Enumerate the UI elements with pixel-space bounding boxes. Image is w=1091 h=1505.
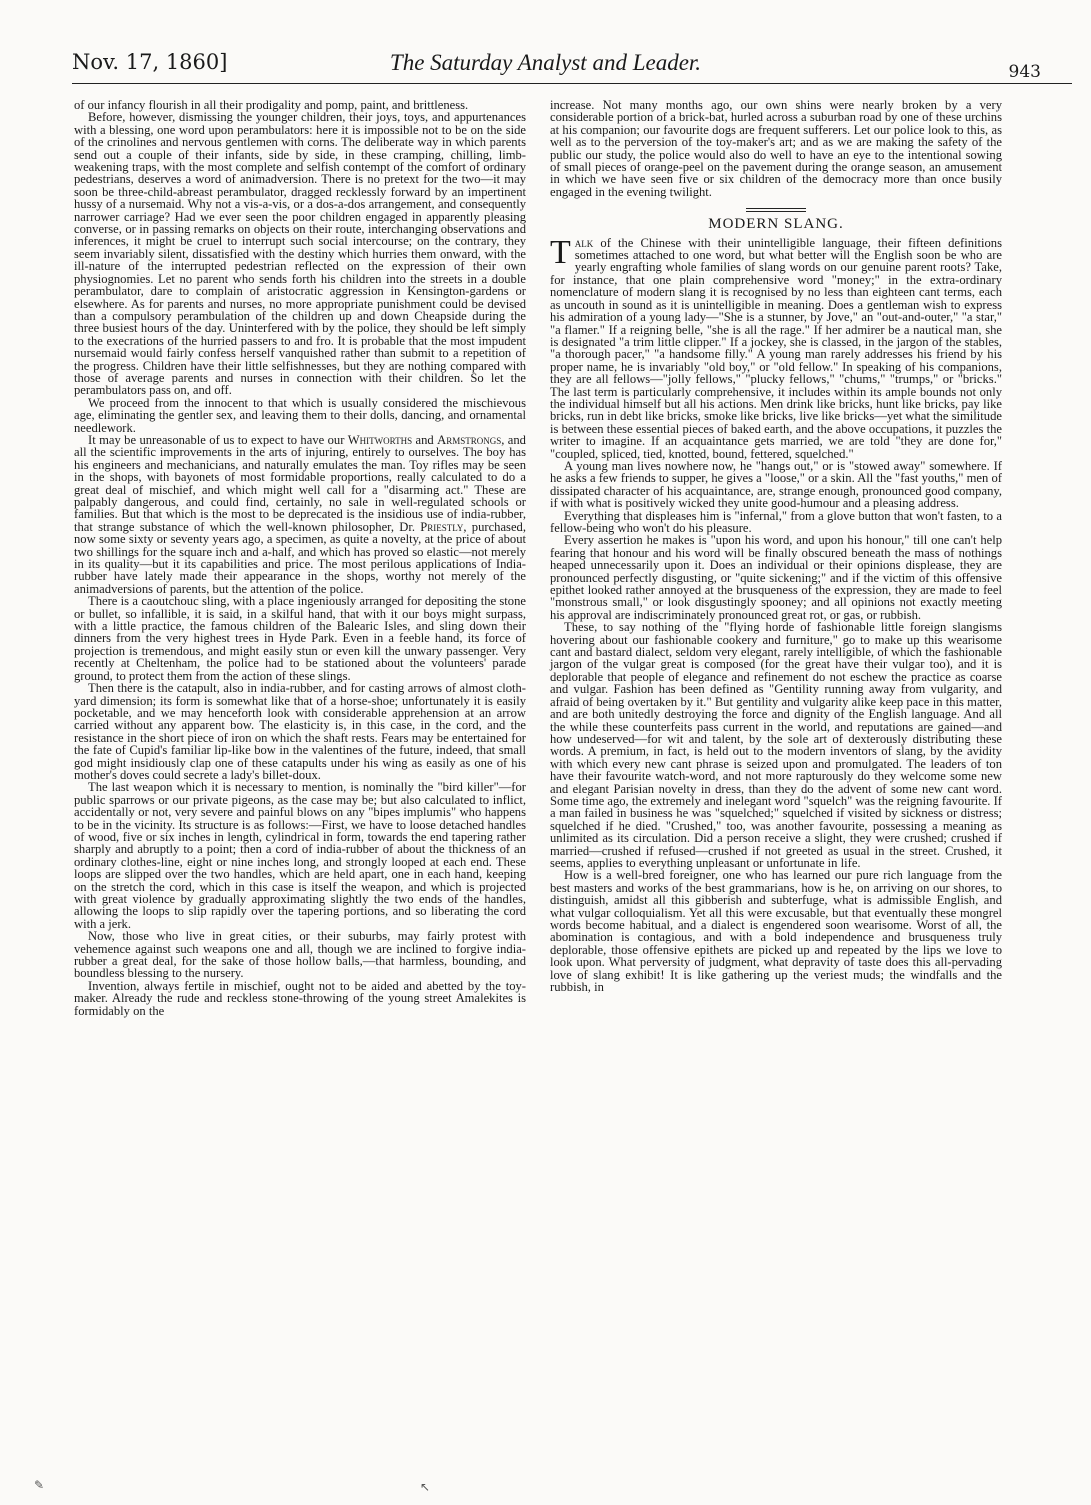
paragraph-text: , and all the scientific improvements in the arts of injuring, entirely to ourselves. The boy has his engineers and mechanicians, and naturally emulates the man. Toy rifles may be seen in the shops, with bayonets of most formidable proportions, really calculated to do a great deal of mischief, and which might well call for a "disarming act." These are palpably dangerous, and could find, certainly, no sale in well-regulated schools or families. But that which is the most to be deprecated is the insidious use of india-rubber, that strange substance of which the well-known philosopher, Dr. (74, 432, 526, 534)
paragraph: Before, however, dismissing the younger children, their joys, toys, and appurtenances with a blessing, one word upon perambulators: here it is impossible not to be on the side of the crinolines and nervous gentlemen with corns. The deliberate way in which parents send out a couple of their infants, side by side, in these cramping, chilling, limb-weakening traps, with the most complete and selfish contempt of the comfort of ordinary pedestrians, deserves a word of animadversion. There is no pretext for the two—it may soon be three-child-abreast perambulator, dragged recklessly forward by an impertinent hussy of a nursemaid. Why not a vis-a-vis, or a dos-a-dos arrangement, and consequently narrower carriage? Had we ever seen the poor children engaged in apparently pleasing converse, or in passing remarks on objects on their route, interchanging observations and inferences, it might be cruel to interrupt such social intercourse; on the contrary, they seem invariably silent, dissatisfied with the destiny which hurries them onward, with the ill-nature of the interrupted pedestrian reflected on the expression of their own physiognomies. Let no parent who sends forth his children into the streets in a double perambulator, dare to complain of aristocratic aggression in Kensington-gardens or elsewhere. As for parents and nurses, no more appropriate punishment could be devised than a compulsory perambulation of the children up and down Cheapside during the three busiest hours of the day. Uninterfered with by the police, they should be left simply to the execrations of the hurried passers to and fro. It is probable that the most impudent nursemaid would fairly confess herself vanquished rather than submit to a repetition of the progress. Children have their little selfishnesses, but they are nothing compared with those of average parents and nurses in connection with their children. So let the perambulators pass on, and off. (74, 110, 526, 398)
paragraph (74, 434, 526, 595)
paragraph-text: of the Chinese with their unintelligible language, their fifteen definitions sometimes attached to one word, but what better will the English soon be who are yearly engrafting whole families of slang words on our genuine parent roots? Take, for instance, that one plain comprehensive word "money;" in the extra-ordinary nomenclature of modern slang it is recognised by no less than eighteen cant terms, each as uncouth in sound as it is unintelligible in meaning. Does a gentleman wish to express his admiration of a young lady—"She is a stunner, by Jove," an "out-and-outer," "a star," "a flamer." If a reigning belle, "she is all the rage." If her admirer be a nautical man, she is designated "a trim little clipper." If a jockey, she is classed, in the jargon of the stables, "a thorough pacer," "a handsome filly." A young man rarely addresses his friend by his proper name, he is invariably "old boy," or "old fellow." In speaking of his companions, they are all fellows—"jolly fellows," "plucky fellows," "chums," "trumps," or "bricks." The last term is particularly comprehensive, it includes within its ample bounds not only the individual himself but all his actions. Men drink like bricks, hunt like bricks, pay like bricks, run in debt like bricks, smoke like bricks, live like bricks—yet what the similitude is between these essential pieces of baked earth, and the above occupations, it puzzles the writer to imagine. If an acquaintance gets married, we are told "they are done for," "coupled, spliced, tied, knotted, bound, fettered, squelched." (550, 235, 1002, 461)
paragraph: There is a caoutchouc sling, with a place ingeniously arranged for depositing the stone or bullet, so infallible, it is said, in a skilful hand, that with it our boys might surpass, with a little practice, the famous children of the Balearic Isles, and sling down their dinners from the very highest trees in Hyde Park. Even in a feeble hand, its force of projection is tremendous, and might easily stun or even kill the unwary passenger. Very recently at Cheltenham, the police had to be stationed about the volunteers' parade ground, to protect them from the action of these slings. (74, 594, 526, 683)
name-whitworths: Whitworths (347, 432, 413, 447)
paragraph-text: It may be unreasonable of us to expect to have our (88, 432, 348, 447)
drop-cap-rest: alk (574, 235, 594, 250)
publication-title: The Saturday Analyst and Leader. (389, 50, 702, 75)
left-column (74, 99, 526, 1017)
name-priestly: Priestly (420, 519, 464, 534)
paragraph-text: and (412, 432, 438, 447)
paragraph: These, to say nothing of the "flying horde of fashionable little foreign slangisms hovering about our fashionable cookery and furniture," go to make up this wearisome cant and bastard dialect, seldom very elegant, rarely intelligible, of which the fashionable jargon of the vulgar great is composed (for the great have their vulgar too), and it is deplorable that people of elegance and refinement do not eschew the practice as coarse and vulgar. Fashion has been defined as "Gentility running away from vulgarity, and afraid of being overtaken by it." But gentility and vulgarity alike keep pace in this matter, and are both unitedly destroying the force and dignity of the English language. And all the while these counterfeits pass current in the world, and reputations are gained—and how undeserved—for wit and talent, by the sole art of dexterously distributing these words. A premium, in fact, is held out to the modern inventors of slang, by the avidity with which every new cant phrase is seized upon and promulgated. The leaders of ton have their favourite watch-word, and not more rapturously do they welcome some new and elegant Parisian novelty in dress, than they do the advent of some new cant word. Some time ago, the extremely and inelegant word "squelch" was the reigning favourite. If a man failed in business he was "squelched;" squelched if visited by sickness or distress; squelched if he died. "Crushed," too, was another favourite, possessing a meaning as unlimited as its circulation. Did a person receive a slight, they were crushed; crushed if married—crushed if refused—crushed if not greeted as usual in the street. Crushed, it seems, applies to everything unpleasant or unfortunate in life. (550, 620, 1002, 870)
name-armstrongs: Armstrongs (437, 432, 502, 447)
paragraph: Now, those who live in great cities, or their suburbs, may fairly protest with vehemence against such weapons one and all, though we are inclined to forgive india-rubber a great deal, for the sake of those hollow balls,—that harmless, bounding, and boundless blessing to the nursery. (74, 929, 526, 981)
paragraph: Invention, always fertile in mischief, ought not to be aided and abetted by the toy-maker. Already the rude and reckless stone-throwing of the young street Amalekites is formidably on the (74, 978, 526, 1018)
paragraph-text: , purchased, now some sixty or seventy years ago, a specimen, as quite a novelty, at the price of about two shillings for the square inch and a-half, and which has proved so elastic—not merely in its quality—but it its capabilities and price. The most perilous applications of India-rubber have lately made their appearance in the shops, worthy not merely of the animadversions of parents, but the attention of the police. (74, 519, 526, 596)
paragraph: We proceed from the innocent to that which is usually considered the mischievous age, eliminating the gentler sex, and leaving them to their dolls, dancing, and ornamental needlework. (74, 395, 526, 435)
paragraph: of our infancy flourish in all their prodigality and pomp, paint, and brittleness. (74, 98, 469, 112)
paragraph: Then there is the catapult, also in india-rubber, and for casting arrows of almost cloth-yard dimension; its form is somewhat like that of a horse-shoe; unfortunately it is easily pocketable, and we may henceforth look with considerable apprehension at an arrow carried without any apparent bow. The elasticity is, in this case, in the cord, and the resistance in the short piece of iron on which the shaft rests. Fears may be entertained for the fate of Cupid's familiar lip-like bow in the valentines of the future, indeed, that small god might insidiously clap one of these catapults under his wing as easily as one of his mother's doves could secrete a lady's billet-doux. (74, 681, 526, 782)
right-column (550, 99, 1002, 993)
section-title: MODERN SLANG. (708, 216, 844, 233)
scan-mark-icon: ↖ (420, 1480, 431, 1494)
page-number: 943 (1008, 62, 1041, 82)
section-divider (746, 208, 806, 212)
header-rule (72, 83, 1072, 84)
paragraph: Everything that displeases him is "infernal," from a glove button that won't fasten, to a fellow-being who won't do his pleasure. (550, 508, 1002, 535)
drop-cap: T (550, 233, 571, 271)
scan-smudge-icon: ✎ (34, 1478, 45, 1492)
paragraph (550, 233, 1002, 461)
paragraph: The last weapon which it is necessary to mention, is nominally the "bird killer"—for public sparrows or our private pigeons, as the case may be; but also calculated to inflict, accidentally or not, very severe and painful blows on any "bipes implumis" who happens to be in the vicinity. Its structure is as follows:—First, we have to loose detached handles of wood, five or six inches in length, cylindrical in form, towards the end tapering rather sharply and abruptly to a point; then a cord of india-rubber of about the thickness of an ordinary clothes-line, eight or nine inches long, and strongly looped at each end. These loops are slipped over the two handles, which are held apart, one in each hand, keeping on the stretch the cord, which in this case is itself the weapon, and which is projected with great violence by gradually approximating slightly the two ends of the handles, allowing the loops to slip rapidly over the tapering portions, and so liberating the cord with a jerk. (74, 780, 526, 931)
paragraph: How is a well-bred foreigner, one who has learned our pure rich language from the best masters and works of the best grammarians, how is he, on arriving on our shores, to distinguish, amidst all this gibberish and subterfuge, what is admissible English, and what vulgar colloquialism. Yet all this were excusable, but that eventually these mongrel words become habitual, and a dialect is engendered soon wearisome. Worst of all, the abomination is contagious, and with a bold independence and brusqueness truly deplorable, those offensive epithets are picked up and repeated by the lips we love to look upon. What perversity of judgment, what depravity of taste does this all-pervading love of slang exhibit! It is like gathering up the veriest muds; the windfalls and the rubbish, in (550, 868, 1002, 995)
paragraph: Every assertion he makes is "upon his word, and upon his honour," till one can't help fearing that honour and his word will be finally obscured beneath the mass of nothings heaped unnecessarily upon it. Does an individual or their opinions displease, they are pronounced perfectly disgusting, or "quite sickening;" and if the victim of this offensive epithet looked rather annoyed at the brusqueness of the expression, they are made to feel "monstrous small," or look disgustingly spooney; and all opinions not exactly meeting his approval are indiscriminately pronounced great rot, or gas, or rubbish. (550, 533, 1002, 622)
issue-date: Nov. 17, 1860] (72, 50, 228, 74)
paragraph: A young man lives nowhere now, he "hangs out," or is "stowed away" somewhere. If he asks a few friends to supper, he gives a "loose," or a skin. All the "fast youths," men of dissipated character of his acquaintance, are, strange enough, pronounced good company, if with what is positively wicked they unite good-humour and a pleasing address. (550, 458, 1002, 511)
paragraph: increase. Not many months ago, our own shins were nearly broken by a very considerable portion of a brick-bat, hurled across a suburban road by one of these urchins at his companion; our favourite dogs are frequent sufferers. Let our police look to this, as well as to the perversion of the toy-maker's art; and as we are making the safety of the public our study, the police would also do well to have an eye to the intentional sowing of small pieces of orange-peel on the pavement during the orange season, an amusement in which we have seen five or six children of the democracy more than once busily engaged in the evening twilight. (550, 98, 1002, 199)
